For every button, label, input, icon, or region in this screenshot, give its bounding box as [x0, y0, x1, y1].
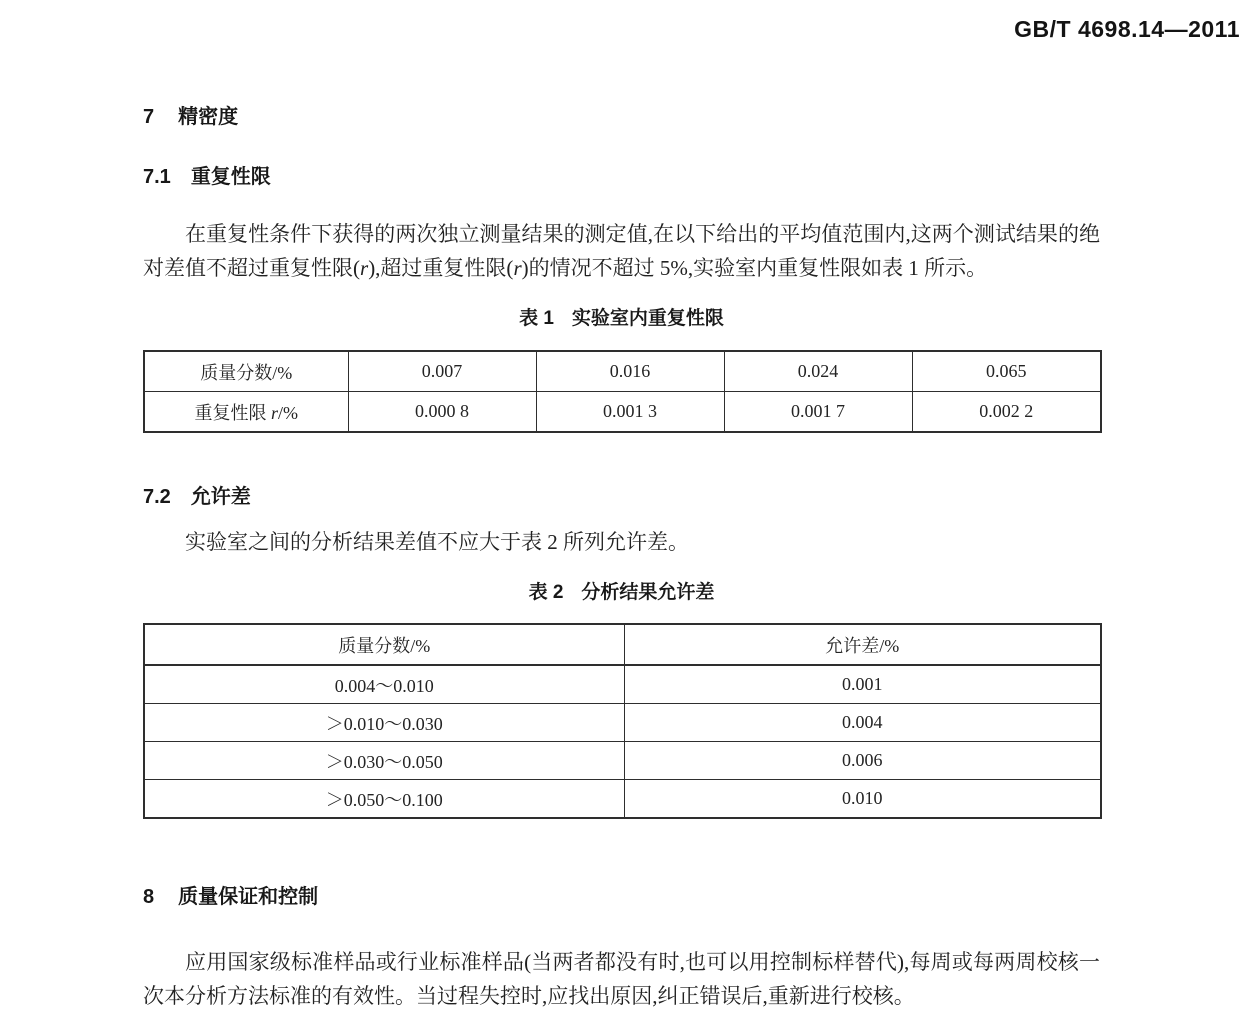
variable-r: r: [513, 256, 522, 280]
table-row: [144, 665, 1101, 704]
table-cell: 0.007: [348, 351, 536, 392]
section-7-1-title: 重复性限: [190, 166, 271, 188]
table-cell: 0.000 8: [348, 392, 536, 433]
row-header-text: 重复性限: [194, 402, 271, 423]
table-row: [144, 392, 1101, 433]
paragraph-text: ),超过重复性限(: [368, 256, 514, 280]
variable-r: r: [360, 256, 369, 280]
row-header-repeatability-limit: [144, 392, 348, 433]
section-7-title: 精密度: [178, 106, 239, 128]
paragraph-repeatability: [143, 217, 1100, 285]
table-2-title: 分析结果允许差: [581, 582, 715, 603]
section-7-2-heading: [143, 483, 1100, 511]
table-row: [144, 780, 1101, 819]
table-cell: 0.010: [624, 780, 1101, 819]
table-row: [144, 742, 1101, 780]
table-cell: 0.001 7: [724, 392, 912, 433]
table-header-row: [144, 624, 1101, 665]
column-header-tolerance: 允许差/%: [624, 624, 1101, 665]
section-8-heading: [143, 883, 1100, 911]
paragraph-quality-control: 应用国家级标准样品或行业标准样品(当两者都没有时,也可以用控制标样替代),每周或每两周校核一次本分析方法标准的有效性。当过程失控时,应找出原因,纠正错误后,重新进行校核。: [143, 950, 1100, 1008]
table-row: [144, 351, 1101, 392]
table-cell: 0.024: [724, 351, 912, 392]
table-cell: 0.004: [624, 704, 1101, 742]
section-7-heading: [143, 103, 1100, 131]
table-repeatability-limits: [143, 350, 1102, 433]
paragraph-text: )的情况不超过 5%,实验室内重复性限如表 1 所示。: [521, 256, 988, 280]
table-cell: 0.006: [624, 742, 1101, 780]
table-cell: 0.016: [536, 351, 724, 392]
table-cell: 0.004～0.010: [144, 665, 624, 704]
section-7-2-title: 允许差: [190, 486, 251, 508]
standard-number: GB/T 4698.14—2011: [1014, 16, 1240, 42]
table-row: [144, 704, 1101, 742]
table-cell: 0.002 2: [912, 392, 1101, 433]
section-8-title: 质量保证和控制: [178, 886, 319, 908]
section-7-2-number: 7.2: [143, 486, 171, 508]
paragraph-tolerance: 实验室之间的分析结果差值不应大于表 2 所列允许差。: [185, 530, 689, 554]
table-1-caption: [143, 306, 1100, 332]
variable-r: r: [270, 402, 278, 423]
table-cell: 0.001: [624, 665, 1101, 704]
table-cell: ＞0.050～0.100: [144, 780, 624, 819]
table-2-label: 表 2: [528, 582, 564, 603]
table-cell: ＞0.010～0.030: [144, 704, 624, 742]
table-cell: 0.065: [912, 351, 1101, 392]
table-2-caption: [143, 580, 1100, 606]
section-7-1-heading: [143, 163, 1100, 191]
column-header-mass-fraction: 质量分数/%: [144, 624, 624, 665]
section-8-number: 8: [143, 886, 155, 908]
table-1-title: 实验室内重复性限: [571, 308, 724, 329]
row-header-mass-fraction: 质量分数/%: [144, 351, 348, 392]
table-1-label: 表 1: [519, 308, 554, 329]
table-tolerances: [143, 623, 1102, 819]
row-header-text: /%: [278, 402, 298, 423]
table-cell: 0.001 3: [536, 392, 724, 433]
table-cell: ＞0.030～0.050: [144, 742, 624, 780]
paragraph-text: 在重复性条件下获得的两次独立测量结果的测定值,在以下给出的平均值范围内,这两个测试结果的绝对差值不超过重复性限(: [143, 222, 1100, 280]
section-7-1-number: 7.1: [143, 166, 171, 188]
section-7-number: 7: [143, 106, 155, 128]
page-content: [143, 103, 1100, 1009]
